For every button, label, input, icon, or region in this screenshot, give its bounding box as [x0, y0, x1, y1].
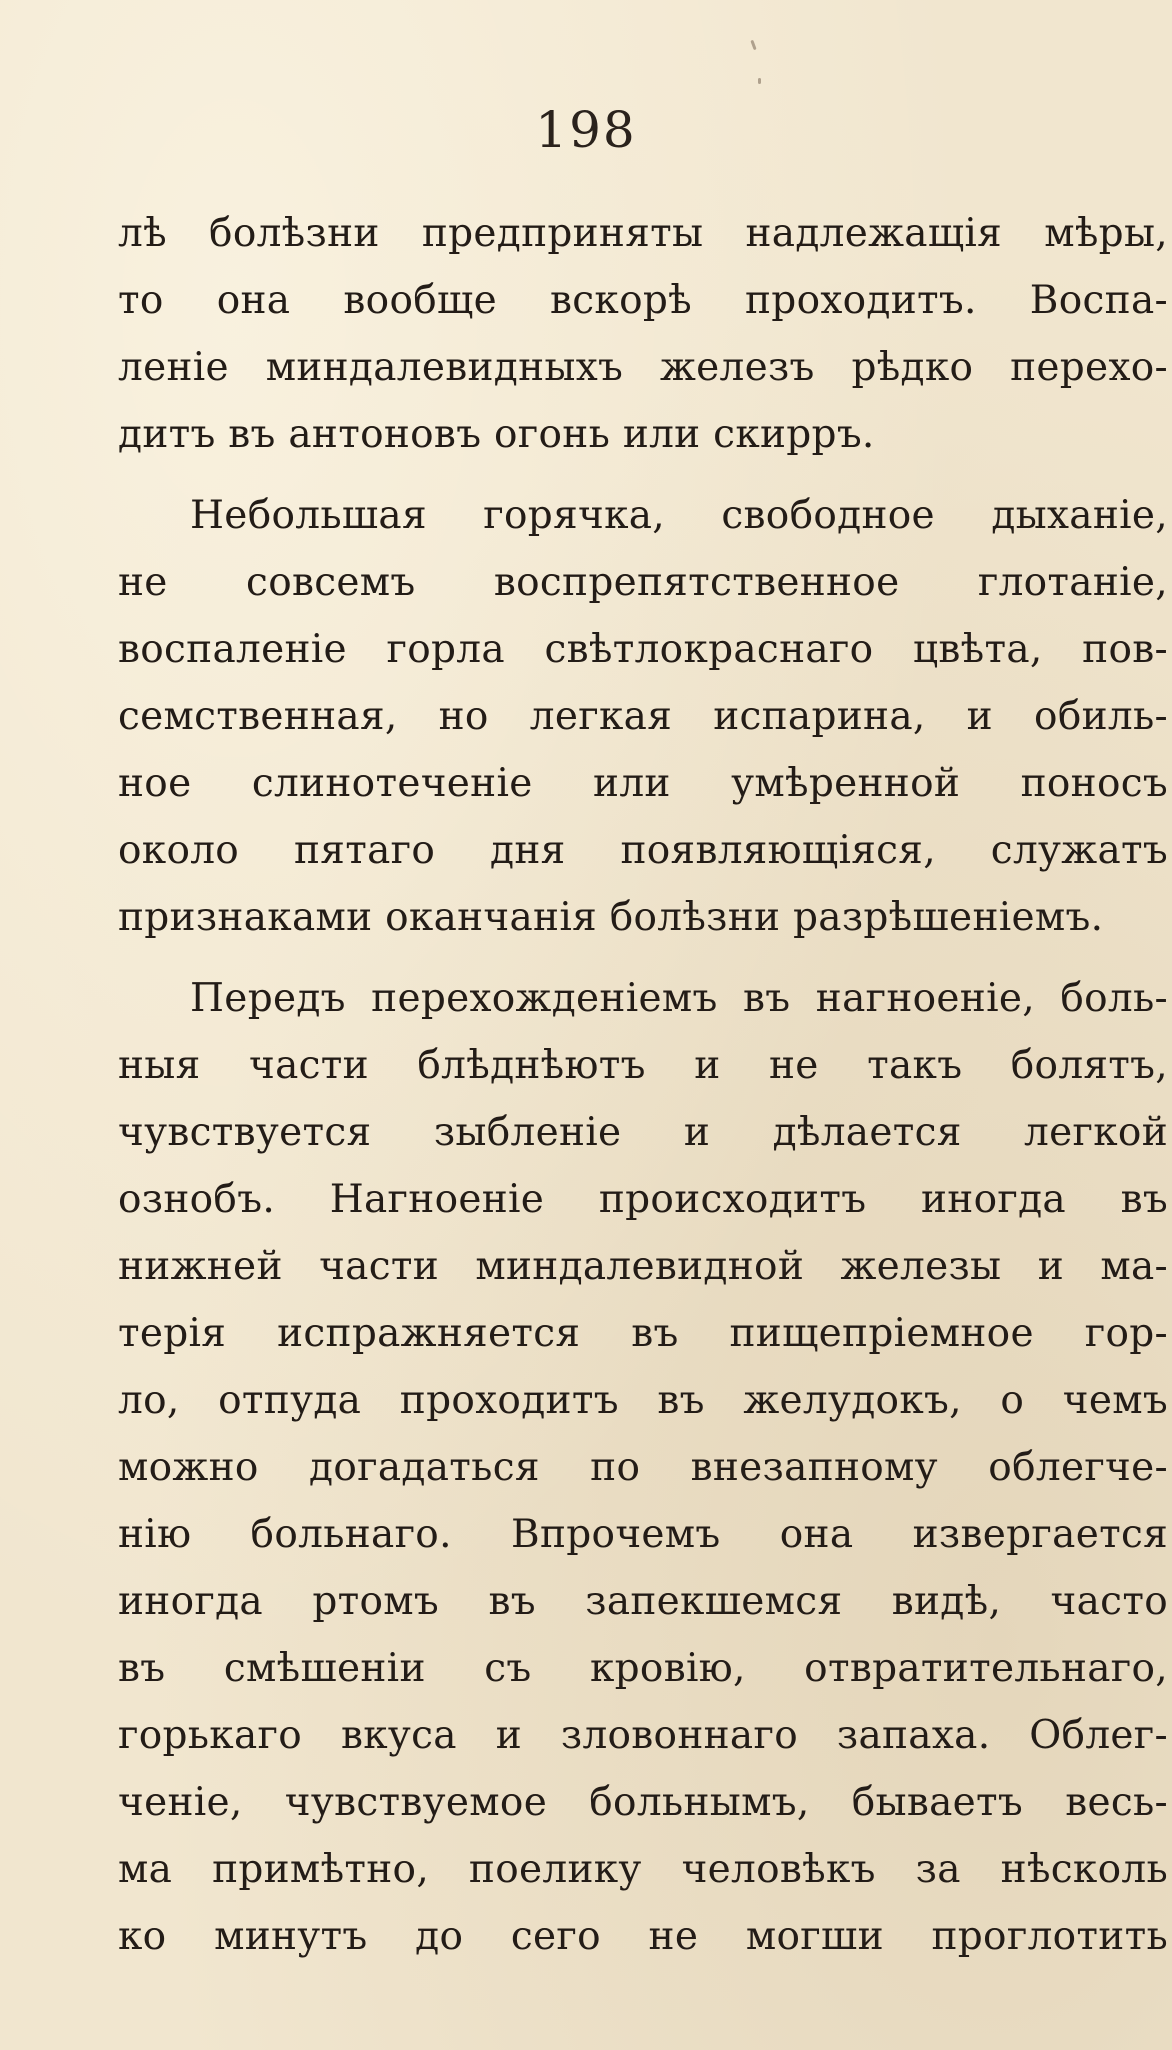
text-line: семственная, но легкая испарина, и обиль- — [118, 694, 1168, 739]
text-line: то она вообще вскорѣ проходитъ. Воспа- — [118, 278, 1168, 323]
text-line: ознобъ. Нагноеніе происходитъ иногда въ — [118, 1177, 1168, 1222]
text-line: ное слинотеченіе или умѣренной поносъ — [118, 761, 1168, 806]
text-line: нію больнаго. Впрочемъ она извергается — [118, 1512, 1168, 1557]
text-line: ло, отпуда проходитъ въ желудокъ, о чемъ — [118, 1378, 1168, 1423]
text-line: терія испражняется въ пищепріемное гор- — [118, 1311, 1168, 1356]
speck-mark — [750, 40, 756, 50]
text-line: около пятаго дня появляющіяся, служатъ — [118, 828, 1168, 873]
text-line: горькаго вкуса и зловоннаго запаха. Облег- — [118, 1713, 1168, 1758]
page-number: 198 — [535, 101, 637, 159]
text-line: ченіе, чувствуемое больнымъ, бываетъ весь- — [118, 1780, 1168, 1825]
text-line: признаками оканчанія болѣзни разрѣшеніемъ. — [118, 895, 1104, 940]
text-line: дитъ въ антоновъ огонь или скирръ. — [118, 412, 875, 457]
text-line: воспаленіе горла свѣтлокраснаго цвѣта, пов- — [118, 627, 1168, 672]
text-line: ко минутъ до сего не могши проглотить — [118, 1914, 1168, 1959]
text-line: ма примѣтно, поелику человѣкъ за нѣсколь — [118, 1847, 1168, 1892]
text-line: иногда ртомъ въ запекшемся видѣ, часто — [118, 1579, 1168, 1624]
paragraph — [118, 482, 1168, 951]
text-line: лѣ болѣзни предприняты надлежащія мѣры, — [118, 211, 1168, 256]
speck-mark — [758, 78, 761, 84]
text-line: ныя части блѣднѣютъ и не такъ болятъ, — [118, 1043, 1168, 1088]
paragraph — [118, 200, 1168, 468]
text-line: въ смѣшеніи съ кровію, отвратительнаго, — [118, 1646, 1168, 1691]
text-line: не совсемъ воспрепятственное глотаніе, — [118, 560, 1168, 605]
body-text — [118, 200, 1168, 1970]
text-line: Небольшая горячка, свободное дыханіе, — [190, 493, 1168, 538]
text-line: чувствуется зыбленіе и дѣлается легкой — [118, 1110, 1168, 1155]
text-line: Передъ перехожденіемъ въ нагноеніе, боль- — [190, 976, 1168, 1021]
text-line: можно догадаться по внезапному облегче- — [118, 1445, 1168, 1490]
text-line: нижней части миндалевидной железы и ма- — [118, 1244, 1168, 1289]
paragraph — [118, 965, 1168, 1970]
text-line: леніе миндалевидныхъ железъ рѣдко перехо- — [118, 345, 1168, 390]
